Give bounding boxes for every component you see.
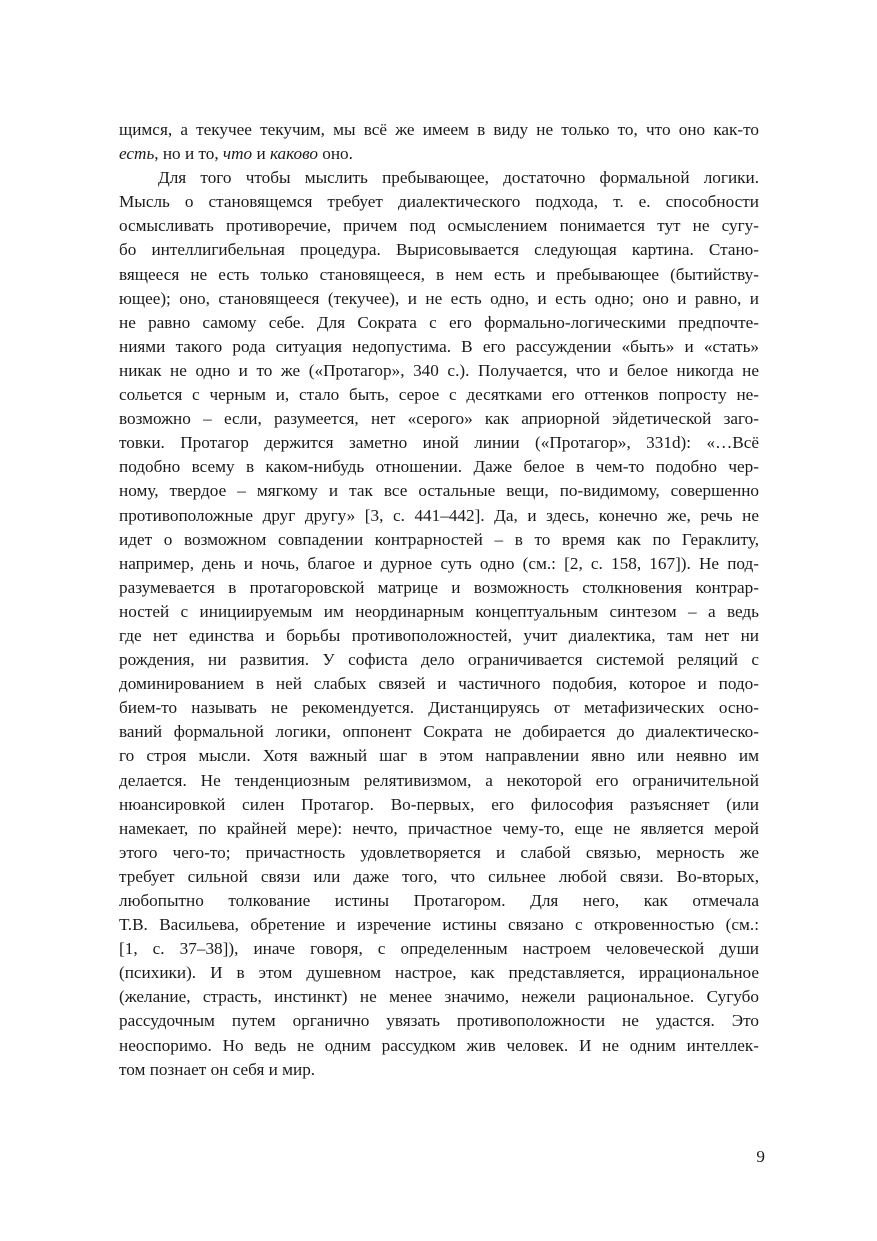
text-fragment: и [252, 144, 270, 164]
text-line: Т.В. Васильева, обретение и изречение истины связано с откровенностью (см.: [119, 915, 759, 935]
text-line: нюансировкой силен Протагор. Во-первых, его философия разъясняет (или [119, 794, 759, 814]
text-line: намекает, по крайней мере): нечто, причастное чему-то, еще не является мерой [119, 818, 759, 838]
text-line: осмысливать противоречие, причем под осмыслением понимается тут не сугу- [119, 216, 759, 236]
text-line: (желание, страсть, инстинкт) не менее значимо, нежели рациональное. Сугубо [119, 987, 759, 1007]
text-line: Мысль о становящемся требует диалектического подхода, т. е. способности [119, 192, 759, 212]
text-line: возможно – если, разумеется, нет «серого» как априорной эйдетической заго- [119, 409, 759, 429]
text-line: вящееся не есть только становящееся, в нем есть и пребывающее (бытийству- [119, 264, 759, 284]
text-fragment: оно. [317, 144, 353, 164]
text-line: где нет единства и борьбы противоположностей, учит диалектика, там нет ни [119, 625, 759, 645]
text-line: ностей с инициируемым им неординарным концептуальным синтезом – а ведь [119, 601, 759, 621]
text-line: идет о возможном совпадении контрарностей – в то время как по Гераклиту, [119, 529, 759, 549]
text-line: подобно всему в каком-нибудь отношении. Даже белое в чем-то подобно чер- [119, 457, 759, 477]
text-line: товки. Протагор держится заметно иной линии («Протагор», 331d): «…Всё [119, 433, 759, 453]
text-line: делается. Не тенденциозным релятивизмом, а некоторой его ограничительной [119, 770, 759, 790]
paragraph-2 [119, 166, 759, 1082]
text-line: например, день и ночь, благое и дурное суть одно (см.: [2, с. 158, 167]). Не под- [119, 553, 759, 573]
text-line: щимся, а текучее текучим, мы всё же имеем в виду не только то, что оно как-то [119, 120, 759, 139]
italic-word: что [222, 144, 253, 164]
page-number: 9 [756, 1147, 765, 1166]
text-line: никак не одно и то же («Протагор», 340 с.). Получается, что и белое никогда не [119, 360, 759, 380]
text-line [119, 142, 759, 166]
text-line: не равно самому себе. Для Сократа с его формально-логическими предпочте- [119, 312, 759, 332]
page-body [119, 118, 759, 1082]
text-line: ваний формальной логики, оппонент Сократа не добирается до диалектическо- [119, 722, 759, 742]
paragraph-1 [119, 118, 759, 166]
text-line: требует сильной связи или даже того, что сильнее любой связи. Во-вторых, [119, 866, 759, 886]
text-line: том познает он себя и мир. [119, 1059, 316, 1079]
italic-word: есть [119, 144, 155, 164]
text-line: ющее); оно, становящееся (текучее), и не есть одно, и есть одно; оно и равно, и [119, 288, 759, 308]
text-fragment: , но и то, [154, 144, 223, 164]
text-line: ниями такого рода ситуация недопустима. В его рассуждении «быть» и «стать» [119, 336, 759, 356]
text-line: [1, с. 37–38]), иначе говоря, с определенным настроем человеческой души [119, 939, 759, 959]
text-line: разумевается в протагоровской матрице и возможность столкновения контрар- [119, 577, 759, 597]
text-line: го строя мысли. Хотя важный шаг в этом направлении явно или неявно им [119, 746, 759, 766]
text-line: рождения, ни развития. У софиста дело ограничивается системой реляций с [119, 650, 759, 670]
text-line: (психики). И в этом душевном настрое, как представляется, иррациональное [119, 963, 759, 983]
text-line: бием-то называть не рекомендуется. Дистанцируясь от метафизических осно- [119, 698, 759, 718]
text-line: неоспоримо. Но ведь не одним рассудком жив человек. И не одним интеллек- [119, 1035, 759, 1055]
text-line: Для того чтобы мыслить пребывающее, достаточно формальной логики. [158, 168, 759, 188]
text-line: противоположные друг другу» [3, с. 441–442]. Да, и здесь, конечно же, речь не [119, 505, 759, 525]
text-line: сольется с черным и, стало быть, серое с десятками его оттенков попросту не- [119, 385, 759, 405]
text-line: рассудочным путем органично увязать противоположности не удастся. Это [119, 1011, 759, 1031]
text-line: доминированием в ней слабых связей и частичного подобия, которое и подо- [119, 674, 759, 694]
text-line: ному, твердое – мягкому и так все остальные вещи, по-видимому, совершенно [119, 481, 759, 501]
text-line: бо интеллигибельная процедура. Вырисовывается следующая картина. Стано- [119, 240, 759, 260]
italic-word: каково [269, 144, 318, 164]
text-line: любопытно толкование истины Протагором. Для него, как отмечала [119, 891, 759, 910]
text-line: этого чего-то; причастность удовлетворяется и слабой связью, мерность же [119, 842, 759, 862]
